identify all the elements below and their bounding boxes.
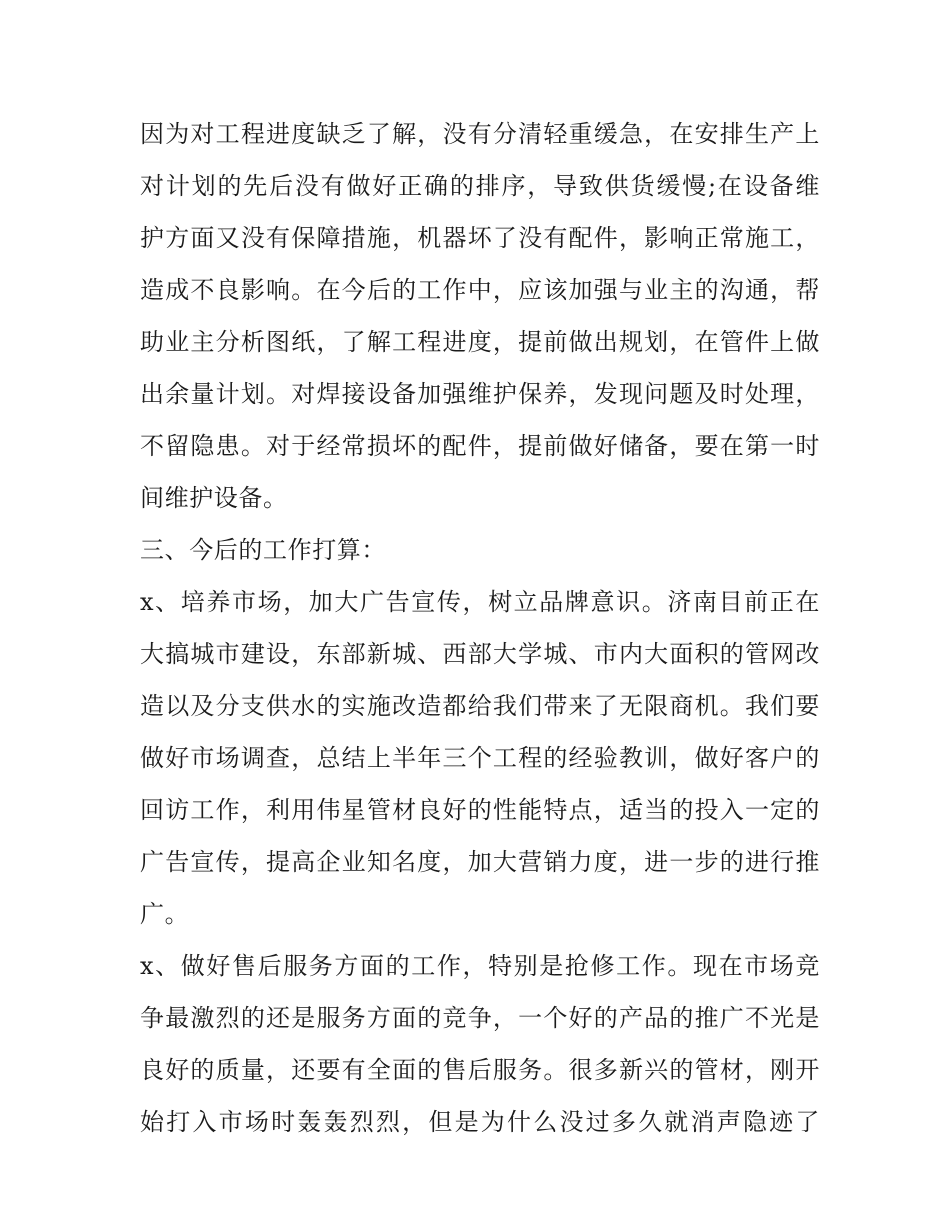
text-line: 回访工作，利用伟星管材良好的性能特点，适当的投入一定的 — [140, 796, 820, 824]
text-line: 助业主分析图纸，了解工程进度，提前做出规划，在管件上做 — [140, 328, 820, 356]
text-line: 良好的质量，还要有全面的售后服务。很多新兴的管材，刚开 — [140, 1056, 820, 1084]
text-line: 造以及分支供水的实施改造都给我们带来了无限商机。我们要 — [140, 692, 820, 720]
text-line: x、做好售后服务方面的工作，特别是抢修工作。现在市场竞 — [140, 952, 820, 980]
document-body — [140, 108, 820, 1148]
text-line: 对计划的先后没有做好正确的排序，导致供货缓慢;在设备维 — [140, 172, 820, 200]
section-heading: 三、今后的工作打算： — [140, 536, 386, 564]
text-line: 不留隐患。对于经常损坏的配件，提前做好储备，要在第一时 — [140, 432, 820, 460]
text-line: 因为对工程进度缺乏了解，没有分清轻重缓急，在安排生产上 — [140, 120, 820, 148]
text-line: 做好市场调查，总结上半年三个工程的经验教训，做好客户的 — [140, 744, 820, 772]
text-line: 争最激烈的还是服务方面的竞争，一个好的产品的推广不光是 — [140, 1004, 820, 1032]
text-line: 始打入市场时轰轰烈烈，但是为什么没过多久就消声隐迹了 — [140, 1108, 820, 1136]
text-line: 间维护设备。 — [140, 484, 288, 512]
text-line: 广。 — [140, 900, 190, 928]
text-line: 出余量计划。对焊接设备加强维护保养，发现问题及时处理， — [140, 380, 820, 408]
text-line: 造成不良影响。在今后的工作中，应该加强与业主的沟通，帮 — [140, 276, 820, 304]
text-line: x、培养市场，加大广告宣传，树立品牌意识。济南目前正在 — [140, 588, 820, 616]
text-line: 大搞城市建设，东部新城、西部大学城、市内大面积的管网改 — [140, 640, 820, 668]
text-line: 广告宣传，提高企业知名度，加大营销力度，进一步的进行推 — [140, 848, 820, 876]
text-line: 护方面又没有保障措施，机器坏了没有配件，影响正常施工， — [140, 224, 820, 252]
